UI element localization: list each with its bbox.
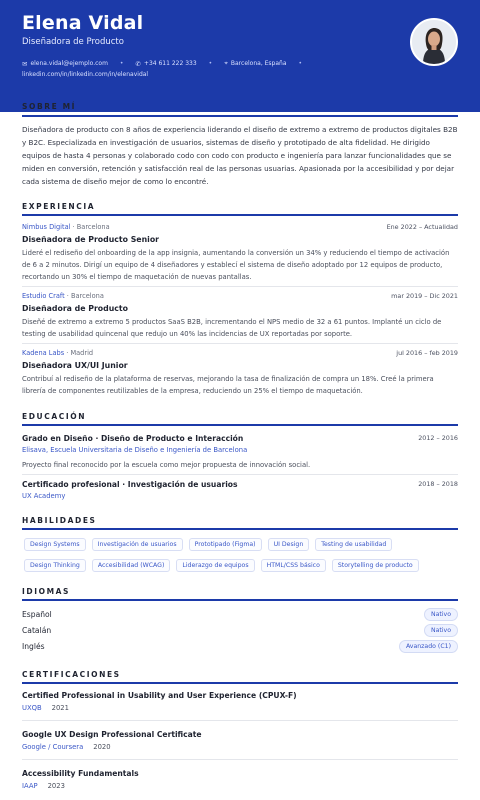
education-section bbox=[22, 412, 458, 500]
skill-chip: Storytelling de producto bbox=[332, 559, 419, 572]
language-level-badge: Nativo bbox=[424, 608, 458, 621]
phone-icon: ✆ bbox=[135, 59, 141, 68]
language-row bbox=[22, 625, 458, 637]
language-row bbox=[22, 609, 458, 621]
skill-chip: Design Systems bbox=[24, 538, 86, 551]
certification-entry bbox=[22, 691, 458, 712]
job-description: Diseñé de extremo a extremo 5 productos SaaS B2B, incrementando el NPS medio de 32 a 61 puntos. Implanté un ciclo de testing de usabilidad quincenal que redujo un 40% las incidencias de UX reportadas por soporte. bbox=[22, 318, 442, 338]
job-company: Kadena Labs bbox=[22, 349, 65, 357]
about-text: Diseñadora de producto con 8 años de experiencia liderando el diseño de extremo a extremo de productos digitales B2B y B2C. Especializada en investigación de usuarios, sistemas de diseño y prototipado de alta fidelidad. He dirigido equipos de hasta 4 personas y colaborado codo con codo con producto e ingeniería para lanzar funcionalidades que se miden en conversión, retención y satisfacción real de las personas usuarias. Apasionada por la accesibilidad y por dejar cada sistema de diseño mejor de como lo encontré. bbox=[22, 125, 458, 186]
job-city: · Barcelona bbox=[70, 223, 110, 231]
certification-title: Accessibility Fundamentals bbox=[22, 769, 139, 778]
avatar-portrait bbox=[412, 20, 456, 64]
skill-chip: Investigación de usuarios bbox=[92, 538, 183, 551]
entry-divider bbox=[22, 474, 458, 475]
contact-list bbox=[22, 59, 314, 68]
location-icon: ⌖ bbox=[224, 59, 228, 67]
education-school: UX Academy bbox=[22, 492, 66, 500]
job-dates: jul 2016 – feb 2019 bbox=[396, 349, 458, 357]
job-company-line bbox=[22, 349, 458, 357]
job-title: Diseñadora de Producto bbox=[22, 304, 128, 313]
certification-issuer: Google / Coursera bbox=[22, 743, 84, 751]
skill-chip: Accesibilidad (WCAG) bbox=[92, 559, 171, 572]
certifications-section bbox=[22, 670, 458, 790]
section-divider bbox=[22, 599, 458, 601]
experience-section bbox=[22, 202, 458, 395]
language-level-badge: Nativo bbox=[424, 624, 458, 637]
entry-divider bbox=[22, 759, 458, 760]
mail-icon: ✉ bbox=[22, 59, 28, 68]
avatar bbox=[410, 18, 458, 66]
section-divider bbox=[22, 424, 458, 426]
job-title: Diseñadora UX/UI Junior bbox=[22, 361, 128, 370]
education-entry bbox=[22, 480, 458, 500]
job-entry bbox=[22, 292, 458, 340]
job-description: Contribuí al rediseño de la plataforma de reservas, mejorando la tasa de finalización de compra un 18%. Creé la primera librería de componentes reutilizables de la empresa, reduciendo un 25% el tiempo de maquetación. bbox=[22, 375, 434, 395]
language-row bbox=[22, 641, 458, 653]
education-entry bbox=[22, 434, 458, 469]
contact-email-text: elena.vidal@ejemplo.com bbox=[30, 60, 108, 67]
language-name: Catalán bbox=[22, 626, 52, 635]
job-dates: Ene 2022 – Actualidad bbox=[386, 223, 458, 231]
section-divider bbox=[22, 115, 458, 117]
job-city: · Barcelona bbox=[64, 292, 104, 300]
education-degree: Certificado profesional · Investigación de usuarios bbox=[22, 480, 238, 489]
section-divider bbox=[22, 528, 458, 530]
education-school: Elisava, Escuela Universitaria de Diseño e Ingeniería de Barcelona bbox=[22, 446, 248, 454]
contact-separator: • bbox=[119, 60, 124, 67]
certification-year: 2021 bbox=[51, 704, 69, 712]
contact-phone[interactable] bbox=[135, 60, 196, 68]
entry-divider bbox=[22, 343, 458, 344]
certifications-title: CERTIFICACIONES bbox=[22, 670, 121, 679]
education-degree: Grado en Diseño · Diseño de Producto e Interacción bbox=[22, 434, 244, 443]
education-dates: 2018 – 2018 bbox=[418, 480, 458, 488]
section-divider bbox=[22, 214, 458, 216]
certification-year: 2023 bbox=[47, 782, 65, 790]
contact-separator: • bbox=[208, 60, 213, 67]
skill-chip: HTML/CSS básico bbox=[261, 559, 326, 572]
skills-list bbox=[24, 538, 460, 580]
contact-separator: • bbox=[298, 60, 303, 67]
job-description: Lideré el rediseño del onboarding de la app insignia, aumentando la conversión un 34% y reduciendo el tiempo de activación de 6 a 2 minutos. Dirigí un equipo de 4 diseñadores y establecí el sistema de diseño adoptado por 12 equipos de producto, recortando un 30% el tiempo de maquetación de nuevas pantallas. bbox=[22, 249, 450, 281]
language-name: Español bbox=[22, 610, 52, 619]
certification-year: 2020 bbox=[93, 743, 111, 751]
skill-chip: Design Thinking bbox=[24, 559, 86, 572]
certification-meta bbox=[22, 704, 458, 712]
language-name: Inglés bbox=[22, 642, 45, 651]
certification-meta bbox=[22, 743, 458, 751]
entry-divider bbox=[22, 720, 458, 721]
job-company: Estudio Craft bbox=[22, 292, 65, 300]
profile-header bbox=[0, 0, 480, 112]
job-city: · Madrid bbox=[64, 349, 94, 357]
languages-section bbox=[22, 587, 458, 651]
education-title: EDUCACIÓN bbox=[22, 412, 87, 421]
job-dates: mar 2019 – Dic 2021 bbox=[391, 292, 458, 300]
experience-title: EXPERIENCIA bbox=[22, 202, 96, 211]
skill-chip: UI Design bbox=[268, 538, 310, 551]
profile-name: Elena Vidal bbox=[22, 12, 144, 34]
contact-location-text: Barcelona, España bbox=[230, 60, 287, 67]
certification-issuer: IAAP bbox=[22, 782, 38, 790]
skill-chip: Testing de usabilidad bbox=[315, 538, 392, 551]
skill-chip: Prototipado (Figma) bbox=[189, 538, 262, 551]
education-dates: 2012 – 2016 bbox=[418, 434, 458, 442]
certification-entry bbox=[22, 769, 458, 790]
education-note: Proyecto final reconocido por la escuela como mejor propuesta de innovación social. bbox=[22, 461, 311, 469]
linkedin-link[interactable]: linkedin.com/in/linkedin.com/in/elenavidal bbox=[22, 71, 149, 78]
certification-title: Google UX Design Professional Certificate bbox=[22, 730, 202, 739]
skills-section bbox=[22, 516, 458, 569]
certification-entry bbox=[22, 730, 458, 751]
language-level-badge: Avanzado (C1) bbox=[399, 640, 458, 653]
contact-email[interactable] bbox=[22, 60, 108, 68]
about-title: SOBRE MÍ bbox=[22, 102, 77, 111]
entry-divider bbox=[22, 286, 458, 287]
certification-issuer: UXQB bbox=[22, 704, 42, 712]
job-entry bbox=[22, 349, 458, 397]
contact-phone-text: +34 611 222 333 bbox=[143, 60, 197, 67]
languages-title: IDIOMAS bbox=[22, 587, 71, 596]
profile-role: Diseñadora de Producto bbox=[22, 37, 124, 47]
certification-title: Certified Professional in Usability and User Experience (CPUX-F) bbox=[22, 691, 297, 700]
job-title: Diseñadora de Producto Senior bbox=[22, 235, 160, 244]
contact-location bbox=[224, 59, 286, 68]
section-divider bbox=[22, 682, 458, 684]
skill-chip: Liderazgo de equipos bbox=[176, 559, 254, 572]
skills-title: HABILIDADES bbox=[22, 516, 97, 525]
job-entry bbox=[22, 223, 458, 283]
job-company: Nimbus Digital bbox=[22, 223, 71, 231]
certification-meta bbox=[22, 782, 458, 790]
